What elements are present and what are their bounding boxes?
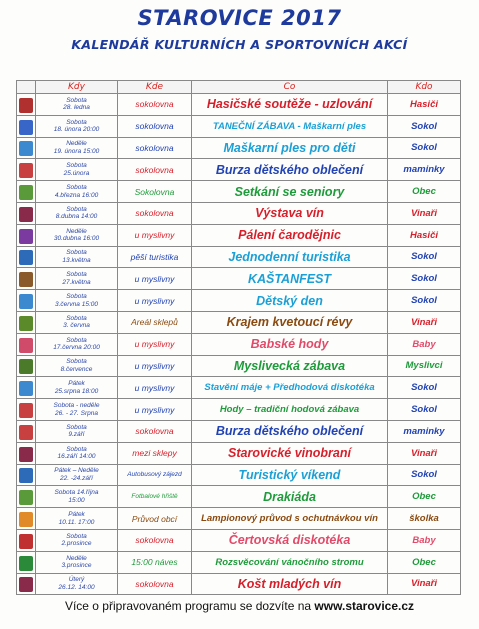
event-name: Burza dětského oblečení [192, 420, 388, 442]
event-date [36, 508, 118, 530]
event-date-line2: 8.července [60, 365, 93, 373]
mask-icon [19, 141, 33, 156]
event-organizer: Obec [388, 551, 461, 573]
event-date-line2: 28. ledna [63, 104, 90, 112]
event-date-line2: 3. června [63, 322, 90, 330]
event-date-line1: Sobota [66, 314, 87, 322]
event-organizer: Sokol [388, 268, 461, 290]
event-date [36, 573, 118, 595]
event-date-line2: 26. - 27. Srpna [55, 409, 98, 417]
event-organizer: Obec [388, 181, 461, 203]
event-date-line1: Sobota [66, 162, 87, 170]
mask-icon [19, 120, 33, 135]
grapes-icon [19, 316, 33, 331]
firefighter-icon [19, 98, 33, 113]
table-row [17, 529, 461, 551]
event-date-line1: Sobota [66, 358, 87, 366]
header-where: Kde [118, 81, 192, 94]
table-row [17, 311, 461, 333]
event-date-line1: Sobota - neděle [53, 402, 100, 410]
event-icon-cell [17, 464, 36, 486]
event-name: Burza dětského oblečení [192, 159, 388, 181]
table-row [17, 442, 461, 464]
events-table [16, 80, 461, 595]
event-place: u myslivny [118, 377, 192, 399]
event-place: sokolovna [118, 115, 192, 137]
event-place: u myslivny [118, 224, 192, 246]
event-icon-cell [17, 290, 36, 312]
event-name: Stavění máje + Předhodová diskotéka [192, 377, 388, 399]
header-who: Kdo [388, 81, 461, 94]
maypole-icon [19, 381, 33, 396]
event-date [36, 137, 118, 159]
event-date-line1: Sobota [66, 532, 87, 540]
event-date-line2: 3.prosince [61, 562, 92, 570]
table-header-row [17, 81, 461, 94]
event-name: Jednodenní turistika [192, 246, 388, 268]
event-name: Drakiáda [192, 486, 388, 508]
event-name: Košt mladých vín [192, 573, 388, 595]
event-date-line1: Neděle [66, 227, 87, 235]
clothes-icon [19, 163, 33, 178]
header-what: Co [192, 81, 388, 94]
event-organizer: Vinaři [388, 202, 461, 224]
event-place: sokolovna [118, 573, 192, 595]
event-date-line2: 8.dubna 14:00 [55, 213, 98, 221]
event-organizer: Sokol [388, 290, 461, 312]
event-date-line1: Sobota [66, 249, 87, 257]
table-row [17, 115, 461, 137]
event-date [36, 115, 118, 137]
event-name: Krajem kvetoucí révy [192, 311, 388, 333]
event-name: TANEČNÍ ZÁBAVA - Maškarní ples [192, 115, 388, 137]
event-date [36, 464, 118, 486]
header-icon-cell [17, 81, 36, 94]
event-name: Turistický víkend [192, 464, 388, 486]
page-subtitle: KALENDÁŘ KULTURNÍCH A SPORTOVNÍCH AKCÍ [71, 37, 408, 52]
dancers-icon [19, 338, 33, 353]
bus-icon [19, 468, 33, 483]
event-date-line1: Pátek [68, 511, 85, 519]
table-row [17, 420, 461, 442]
event-date-line2: 15:00 [68, 496, 85, 504]
event-icon-cell [17, 442, 36, 464]
event-date [36, 377, 118, 399]
event-date-line2: 9.září [68, 431, 85, 439]
event-icon-cell [17, 508, 36, 530]
event-date-line1: Sobota [66, 271, 87, 279]
table-row [17, 464, 461, 486]
event-date-line1: Neděle [66, 554, 87, 562]
event-icon-cell [17, 246, 36, 268]
seniors-icon [19, 185, 33, 200]
event-organizer: maminky [388, 420, 461, 442]
event-name: Myslivecká zábava [192, 355, 388, 377]
event-icon-cell [17, 311, 36, 333]
event-place: Fotbalové hřiště [118, 486, 192, 508]
event-date-line1: Sobota [66, 293, 87, 301]
event-organizer: Sokol [388, 137, 461, 159]
event-icon-cell [17, 486, 36, 508]
event-name: Starovické vinobraní [192, 442, 388, 464]
event-place: Sokolovna [118, 181, 192, 203]
event-organizer: Sokol [388, 246, 461, 268]
event-place: Průvod obcí [118, 508, 192, 530]
event-date-line1: Sobota [66, 205, 87, 213]
wine-icon [19, 207, 33, 222]
event-name: Hody – tradiční hodová zábava [192, 399, 388, 421]
event-date-line2: 27.května [62, 278, 91, 286]
event-name: Čertovská diskotéka [192, 529, 388, 551]
event-icon-cell [17, 420, 36, 442]
event-date [36, 290, 118, 312]
event-name: Hasičské soutěže - uzlování [192, 94, 388, 116]
child-icon [19, 294, 33, 309]
event-icon-cell [17, 551, 36, 573]
table-row [17, 159, 461, 181]
event-name: Lampionový průvod s ochutnávkou vín [192, 508, 388, 530]
event-date-line2: 4.března 16:00 [54, 191, 99, 199]
event-icon-cell [17, 333, 36, 355]
event-organizer: Hasiči [388, 94, 461, 116]
event-place: sokolovna [118, 420, 192, 442]
chestnut-icon [19, 272, 33, 287]
table-row [17, 399, 461, 421]
event-date [36, 486, 118, 508]
event-date-line1: Sobota [66, 118, 87, 126]
event-icon-cell [17, 94, 36, 116]
event-icon-cell [17, 573, 36, 595]
event-name: Pálení čarodějnic [192, 224, 388, 246]
event-icon-cell [17, 202, 36, 224]
website-link[interactable]: www.starovice.cz [314, 599, 415, 613]
hiker-icon [19, 250, 33, 265]
event-place: sokolovna [118, 137, 192, 159]
event-icon-cell [17, 137, 36, 159]
clothes-icon [19, 425, 33, 440]
event-organizer: Baby [388, 333, 461, 355]
event-date [36, 355, 118, 377]
event-date [36, 399, 118, 421]
event-date-line1: Pátek [68, 380, 85, 388]
event-date-line2: 13.května [62, 256, 91, 264]
event-date [36, 202, 118, 224]
event-name: Rozsvěcování vánočního stromu [192, 551, 388, 573]
table-row [17, 486, 461, 508]
event-date [36, 268, 118, 290]
event-date-line2: 2.prosince [61, 540, 92, 548]
christmas-tree-icon [19, 556, 33, 571]
kite-icon [19, 490, 33, 505]
table-row [17, 224, 461, 246]
event-place: u myslivny [118, 268, 192, 290]
event-place: u myslivny [118, 355, 192, 377]
event-date-line2: 16.září 14:00 [57, 453, 96, 461]
event-organizer: Sokol [388, 399, 461, 421]
event-organizer: Baby [388, 529, 461, 551]
table-row [17, 333, 461, 355]
event-date-line1: Pátek – Neděle [54, 467, 99, 475]
event-organizer: Sokol [388, 115, 461, 137]
table-row [17, 355, 461, 377]
event-date [36, 181, 118, 203]
event-organizer: Vinaři [388, 573, 461, 595]
event-name: Výstava vín [192, 202, 388, 224]
folk-costume-icon [19, 403, 33, 418]
event-place: u myslivny [118, 290, 192, 312]
witch-icon [19, 229, 33, 244]
event-place: sokolovna [118, 159, 192, 181]
event-place: pěší turistika [118, 246, 192, 268]
table-row [17, 181, 461, 203]
event-date-line2: 17.června 20:00 [53, 344, 100, 352]
event-date-line1: Neděle [66, 140, 87, 148]
event-date [36, 159, 118, 181]
event-date-line2: 25.srpna 18:00 [54, 387, 99, 395]
event-place: sokolovna [118, 202, 192, 224]
event-date [36, 224, 118, 246]
event-date-line2: 22. -24.září [60, 474, 93, 482]
event-date [36, 94, 118, 116]
footer-text: Více o připravovaném programu se dozvíte na [64, 599, 315, 613]
event-place: u myslivny [118, 333, 192, 355]
table-row [17, 268, 461, 290]
event-date-line2: 18. února 20:00 [53, 126, 100, 134]
event-date-line1: Sobota [66, 336, 87, 344]
event-icon-cell [17, 159, 36, 181]
event-date-line2: 26.12. 14:00 [58, 583, 95, 591]
wine-bottle-icon [19, 447, 33, 462]
event-organizer: Hasiči [388, 224, 461, 246]
event-date [36, 551, 118, 573]
event-name: Dětský den [192, 290, 388, 312]
event-date-line1: Sobota [66, 445, 87, 453]
event-date-line2: 25.února [63, 169, 90, 177]
table-row [17, 137, 461, 159]
event-name: Babské hody [192, 333, 388, 355]
event-date [36, 529, 118, 551]
event-date-line2: 10.11. 17:00 [58, 518, 95, 526]
event-date [36, 442, 118, 464]
event-name: KAŠTANFEST [192, 268, 388, 290]
header-when: Kdy [36, 81, 118, 94]
event-place: 15:00 náves [118, 551, 192, 573]
event-icon-cell [17, 377, 36, 399]
event-place: sokolovna [118, 529, 192, 551]
table-row [17, 551, 461, 573]
event-date-line2: 19. února 15:00 [53, 147, 100, 155]
event-date-line1: Sobota [66, 423, 87, 431]
event-date-line2: 3.června 15:00 [54, 300, 98, 308]
event-date [36, 333, 118, 355]
event-place: sokolovna [118, 94, 192, 116]
table-row [17, 290, 461, 312]
event-date [36, 246, 118, 268]
event-organizer: maminky [388, 159, 461, 181]
wine-glass-icon [19, 577, 33, 592]
event-date-line1: Sobota [66, 184, 87, 192]
event-organizer: Sokol [388, 377, 461, 399]
event-icon-cell [17, 268, 36, 290]
table-row [17, 246, 461, 268]
event-place: Autobusový zájezd [118, 464, 192, 486]
event-place: Areál sklepů [118, 311, 192, 333]
hunter-icon [19, 359, 33, 374]
event-icon-cell [17, 399, 36, 421]
event-icon-cell [17, 181, 36, 203]
page-title: STAROVICE 2017 [137, 6, 342, 30]
event-date [36, 420, 118, 442]
event-organizer: Myslivci [388, 355, 461, 377]
event-place: u myslivny [118, 399, 192, 421]
event-icon-cell [17, 355, 36, 377]
event-date-line1: Sobota [66, 96, 87, 104]
event-organizer: Vinaři [388, 311, 461, 333]
lantern-icon [19, 512, 33, 527]
event-organizer: Obec [388, 486, 461, 508]
event-date-line1: Úterý [68, 576, 85, 584]
event-icon-cell [17, 224, 36, 246]
event-name: Maškarní ples pro děti [192, 137, 388, 159]
event-name: Setkání se seniory [192, 181, 388, 203]
table-row [17, 94, 461, 116]
table-row [17, 573, 461, 595]
event-place: mezi sklepy [118, 442, 192, 464]
table-row [17, 377, 461, 399]
event-date-line1: Sobota 14.října [54, 489, 99, 497]
table-row [17, 202, 461, 224]
event-date [36, 311, 118, 333]
footer-note [0, 599, 479, 613]
event-date-line2: 30.dubna 16:00 [53, 235, 100, 243]
event-organizer: školka [388, 508, 461, 530]
event-organizer: Vinaři [388, 442, 461, 464]
table-row [17, 508, 461, 530]
event-icon-cell [17, 529, 36, 551]
event-organizer: Sokol [388, 464, 461, 486]
devil-icon [19, 534, 33, 549]
event-icon-cell [17, 115, 36, 137]
